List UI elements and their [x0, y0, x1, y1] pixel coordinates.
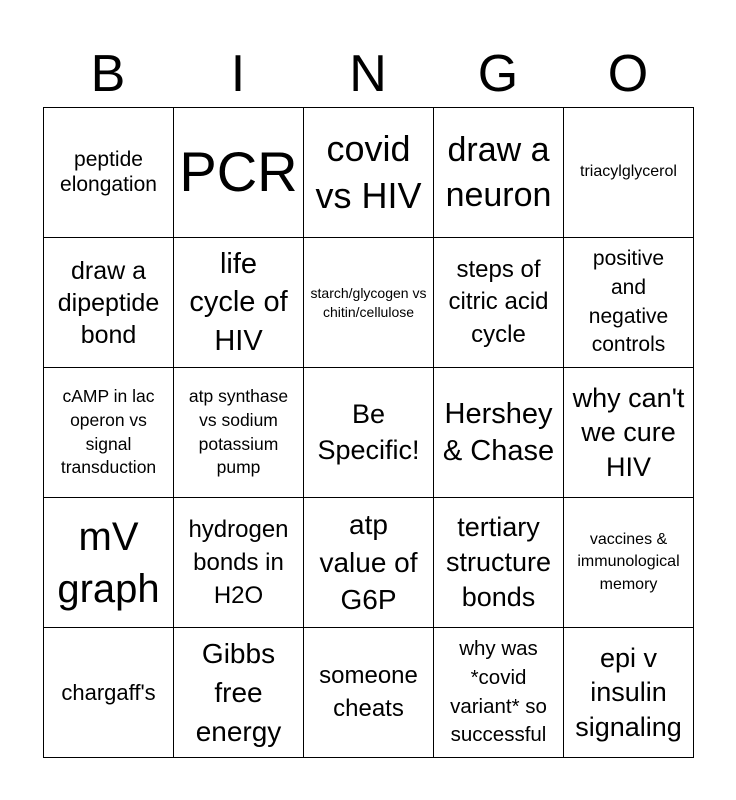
- cell-text: steps of citric acid cycle: [448, 255, 549, 348]
- cell-text: PCR: [179, 140, 298, 204]
- cell-text: Be Specific!: [317, 399, 420, 465]
- header-letter-o: O: [607, 45, 649, 103]
- bingo-cell[interactable]: [564, 498, 694, 628]
- bingo-cell[interactable]: [564, 628, 694, 758]
- bingo-cell[interactable]: [304, 628, 434, 758]
- bingo-cell[interactable]: [434, 498, 564, 628]
- cell-text: starch/glycogen vs chitin/cellulose: [310, 284, 427, 320]
- bingo-cell[interactable]: [44, 238, 174, 368]
- cell-text: covid vs HIV: [315, 127, 422, 216]
- cell-text: chargaff's: [61, 679, 156, 705]
- bingo-cell[interactable]: [304, 368, 434, 498]
- cell-text: atp synthase vs sodium potassium pump: [188, 386, 289, 478]
- bingo-cell[interactable]: [434, 238, 564, 368]
- bingo-cell[interactable]: [44, 628, 174, 758]
- cell-text: Hershey & Chase: [442, 398, 555, 467]
- bingo-cell[interactable]: [304, 108, 434, 238]
- bingo-cell[interactable]: [44, 108, 174, 238]
- bingo-cell[interactable]: [434, 108, 564, 238]
- cell-text: Gibbs free energy: [195, 637, 282, 748]
- cell-text: cAMP in lac operon vs signal transduction: [60, 386, 157, 478]
- header-letter-i: I: [230, 45, 246, 103]
- bingo-cell[interactable]: [564, 238, 694, 368]
- bingo-cell[interactable]: [44, 498, 174, 628]
- cell-text: tertiary structure bonds: [445, 511, 552, 613]
- bingo-grid: [43, 107, 694, 758]
- cell-text: someone cheats: [319, 662, 418, 722]
- bingo-cell[interactable]: [174, 108, 304, 238]
- header-letter-g: G: [477, 45, 519, 103]
- header-letter-n: N: [349, 45, 387, 103]
- cell-text: why can't we cure HIV: [572, 382, 685, 482]
- cell-text: atp value of G6P: [319, 508, 418, 616]
- bingo-cell[interactable]: [304, 238, 434, 368]
- bingo-header: [43, 40, 693, 108]
- cell-text: why was *covid variant* so successful: [450, 637, 547, 747]
- bingo-cell[interactable]: [434, 368, 564, 498]
- cell-text: triacylglycerol: [580, 163, 677, 181]
- cell-text: peptide elongation: [60, 148, 157, 196]
- bingo-cell[interactable]: [44, 368, 174, 498]
- cell-text: draw a neuron: [445, 131, 552, 214]
- cell-text: mV graph: [57, 514, 160, 611]
- bingo-cell[interactable]: [564, 368, 694, 498]
- bingo-cell[interactable]: [304, 498, 434, 628]
- cell-text: draw a dipeptide bond: [57, 256, 160, 349]
- bingo-cell[interactable]: [174, 368, 304, 498]
- bingo-cell[interactable]: [174, 498, 304, 628]
- bingo-cell[interactable]: [174, 238, 304, 368]
- bingo-cell[interactable]: [564, 108, 694, 238]
- cell-text: positive and negative controls: [588, 246, 669, 357]
- cell-text: epi v insulin signaling: [575, 642, 682, 742]
- cell-text: hydrogen bonds in H2O: [188, 515, 289, 610]
- header-letter-b: B: [90, 45, 126, 103]
- bingo-cell[interactable]: [174, 628, 304, 758]
- cell-text: vaccines & immunological memory: [577, 530, 680, 593]
- bingo-cell[interactable]: [434, 628, 564, 758]
- cell-text: life cycle of HIV: [189, 247, 288, 357]
